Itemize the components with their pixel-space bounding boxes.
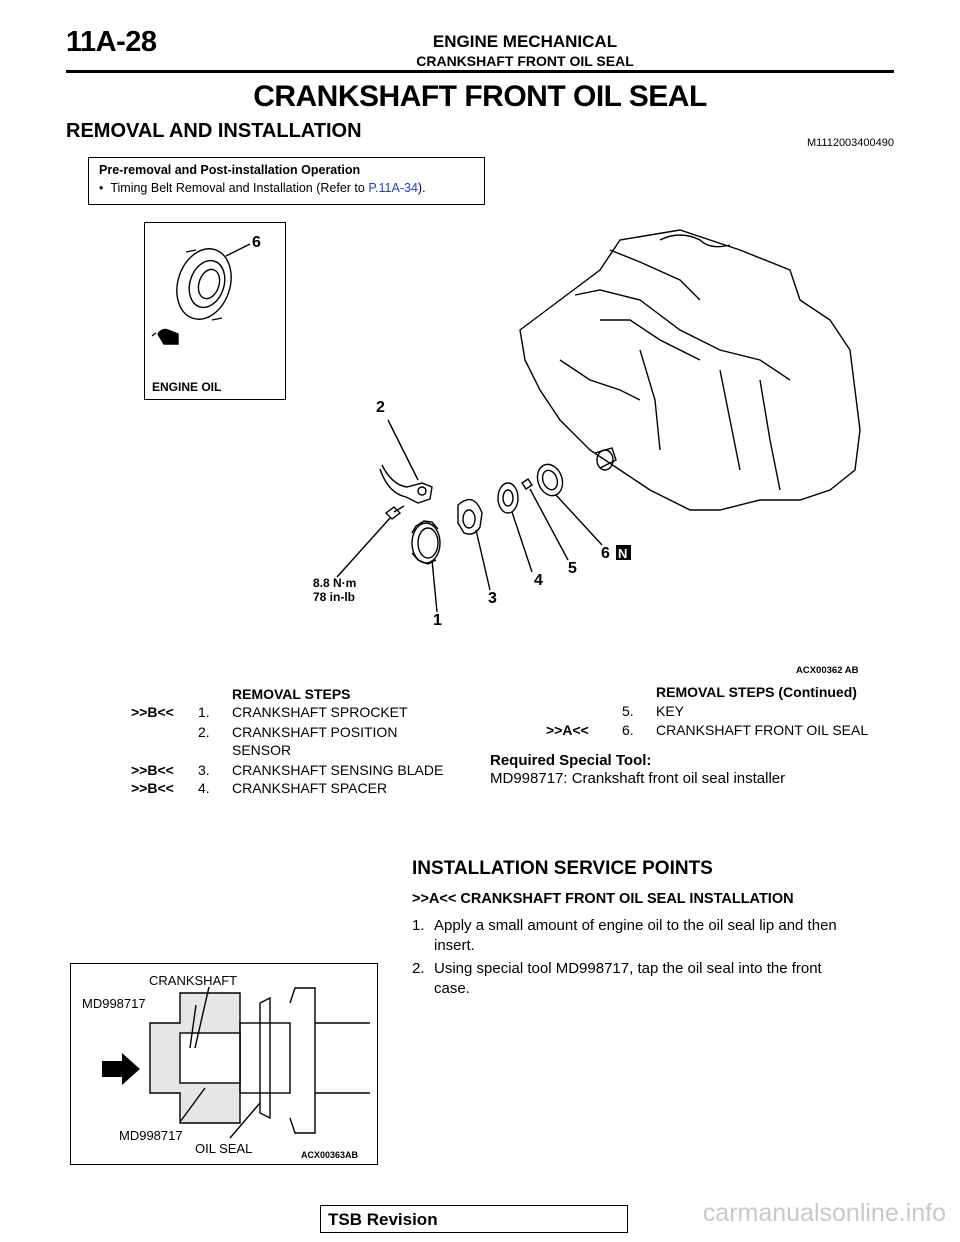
- removal-steps-title: REMOVAL STEPS: [232, 686, 351, 702]
- step-number: 4.: [198, 780, 210, 796]
- figure-code: ACX00362 AB: [796, 665, 859, 676]
- service-marker: >>A<<: [546, 722, 589, 738]
- new-part-marker-label: N: [618, 546, 628, 561]
- label-oil-seal: OIL SEAL: [195, 1141, 253, 1156]
- oil-seal: [260, 998, 270, 1118]
- leader-6-inset: [226, 244, 250, 256]
- service-marker: >>B<<: [131, 704, 174, 720]
- installation-step: [412, 916, 902, 954]
- leader-6: [556, 495, 602, 545]
- step-text-continued: case.: [434, 980, 470, 997]
- callout-5: 5: [568, 560, 577, 577]
- crankshaft-position-sensor: [380, 465, 432, 503]
- torque-inlb: 78 in-lb: [313, 590, 356, 604]
- header-subsection-title: CRANKSHAFT FRONT OIL SEAL: [416, 53, 634, 69]
- sensor-bolt: [386, 506, 404, 519]
- crankshaft-front-oil-seal: [533, 461, 566, 499]
- page-title: CRANKSHAFT FRONT OIL SEAL: [253, 80, 707, 113]
- step-number: 6.: [622, 722, 634, 738]
- tool-bore: [180, 1033, 240, 1083]
- front-case: [290, 988, 315, 1133]
- step-label: CRANKSHAFT SPACER: [232, 780, 388, 796]
- torque-nm: 8.8 N·m: [313, 576, 357, 590]
- step-number: 3.: [198, 762, 210, 778]
- crankshaft-sprocket: [412, 521, 440, 564]
- engine-oil-label: ENGINE OIL: [152, 380, 222, 394]
- removal-steps-cont-title: REMOVAL STEPS (Continued): [656, 684, 857, 700]
- label-crankshaft: CRANKSHAFT: [149, 973, 238, 988]
- leader-3: [476, 530, 490, 590]
- callout-6-inset: 6: [252, 234, 261, 251]
- step-label-continued: SENSOR: [232, 742, 292, 758]
- crankshaft-key: [522, 479, 532, 489]
- leader-5: [530, 489, 568, 560]
- callout-4: 4: [534, 572, 543, 589]
- pre-removal-item-text: Timing Belt Removal and Installation (Refer to: [110, 181, 369, 195]
- label-tool-top: MD998717: [82, 996, 146, 1011]
- callout-3: 3: [488, 590, 497, 607]
- oil-seal-installation-illustration: [70, 963, 376, 1163]
- step-number: 1.: [198, 704, 210, 720]
- service-marker: >>B<<: [131, 762, 174, 778]
- step-text-continued: insert.: [434, 937, 475, 954]
- step-number: 2.: [412, 960, 425, 977]
- engine-block: [520, 230, 860, 510]
- page-number: 11A-28: [66, 26, 157, 58]
- leader-1: [432, 560, 437, 612]
- installation-title: INSTALLATION SERVICE POINTS: [412, 858, 713, 879]
- header-section-title: ENGINE MECHANICAL: [432, 32, 618, 51]
- crankshaft-nose: [240, 1023, 290, 1093]
- step-text: Apply a small amount of engine oil to the oil seal lip and then: [434, 917, 837, 934]
- step-label: CRANKSHAFT SENSING BLADE: [232, 762, 444, 778]
- tsb-revision-label: TSB Revision: [328, 1210, 438, 1229]
- crankshaft-spacer: [498, 483, 518, 513]
- section-title: REMOVAL AND INSTALLATION: [66, 120, 362, 142]
- figure-code: ACX00363AB: [301, 1150, 359, 1160]
- callout-6: 6: [601, 545, 610, 562]
- label-tool-bottom: MD998717: [119, 1128, 183, 1143]
- callout-1: 1: [433, 612, 442, 629]
- removal-steps: [0, 686, 480, 806]
- step-label: CRANKSHAFT FRONT OIL SEAL: [656, 722, 869, 738]
- installation-subtitle: >>A<< CRANKSHAFT FRONT OIL SEAL INSTALLATION: [412, 891, 794, 907]
- oil-can-icon: [152, 330, 178, 345]
- reference-link[interactable]: P.11A-34: [368, 181, 418, 195]
- step-label: KEY: [656, 703, 685, 719]
- callout-2: 2: [376, 399, 385, 416]
- arrow-right-icon: [102, 1053, 140, 1085]
- step-number: 5.: [622, 703, 634, 719]
- document-code: M1112003400490: [806, 137, 894, 149]
- service-marker: >>B<<: [131, 780, 174, 796]
- leader-torque: [337, 518, 390, 577]
- pre-removal-title: Pre-removal and Post-installation Operation: [99, 163, 361, 177]
- special-tool-description: MD998717: Crankshaft front oil seal installer: [490, 770, 786, 787]
- step-number: 2.: [198, 724, 210, 740]
- removal-steps-continued: [480, 684, 910, 744]
- watermark: carmanualsonline.info: [702, 1199, 946, 1227]
- leader-2: [388, 420, 418, 480]
- bullet: •: [99, 181, 104, 195]
- special-tool-title: Required Special Tool:: [490, 752, 652, 769]
- step-number: 1.: [412, 917, 425, 934]
- installation-step: [412, 959, 902, 997]
- step-label: CRANKSHAFT SPROCKET: [232, 704, 408, 720]
- step-text: Using special tool MD998717, tap the oil seal into the front: [434, 960, 822, 977]
- crankshaft-sensing-blade: [458, 500, 482, 535]
- leader-4: [512, 512, 532, 572]
- pre-removal-item-end: ).: [417, 181, 426, 195]
- step-label: CRANKSHAFT POSITION: [232, 724, 398, 740]
